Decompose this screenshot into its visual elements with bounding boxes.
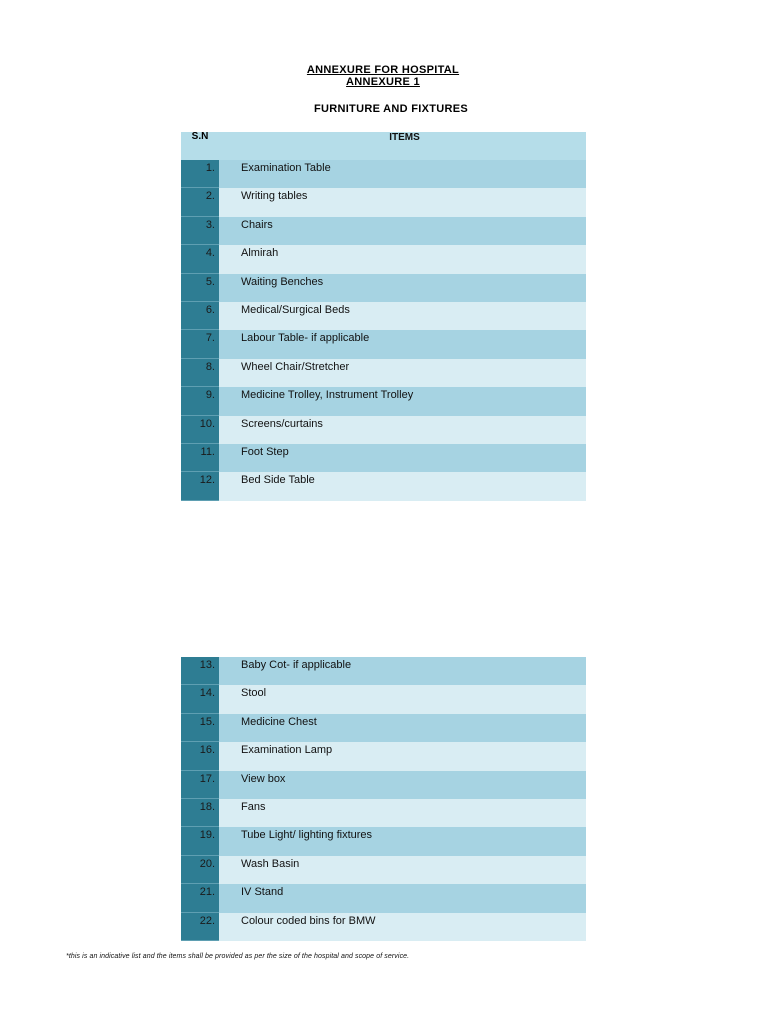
row-serial-number: 15. xyxy=(181,714,219,742)
row-serial-number: 3. xyxy=(181,217,219,245)
row-serial-number: 1. xyxy=(181,160,219,188)
table-row xyxy=(181,330,586,358)
table-row xyxy=(181,188,586,216)
row-item-name: Foot Step xyxy=(223,444,586,472)
row-item-name: Wheel Chair/Stretcher xyxy=(223,359,586,387)
table-row xyxy=(181,160,586,188)
row-item-name: IV Stand xyxy=(223,884,586,912)
row-serial-number: 20. xyxy=(181,856,219,884)
table-row xyxy=(181,472,586,500)
annexure-number: ANNEXURE 1 xyxy=(346,76,420,88)
row-serial-number: 7. xyxy=(181,330,219,358)
row-item-name: Stool xyxy=(223,685,586,713)
row-serial-number: 10. xyxy=(181,416,219,444)
row-serial-number: 19. xyxy=(181,827,219,855)
row-item-name: Bed Side Table xyxy=(223,472,586,500)
row-item-name: Medicine Chest xyxy=(223,714,586,742)
row-serial-number: 4. xyxy=(181,245,219,273)
table-row xyxy=(181,274,586,302)
table-row xyxy=(181,657,586,685)
document-title: ANNEXURE FOR HOSPITAL xyxy=(306,64,460,76)
row-item-name: Medical/Surgical Beds xyxy=(223,302,586,330)
table-row xyxy=(181,742,586,770)
row-serial-number: 5. xyxy=(181,274,219,302)
row-item-name: Medicine Trolley, Instrument Trolley xyxy=(223,387,586,415)
table-row xyxy=(181,387,586,415)
row-item-name: Almirah xyxy=(223,245,586,273)
table-row xyxy=(181,856,586,884)
section-title: FURNITURE AND FIXTURES xyxy=(313,103,469,115)
row-serial-number: 13. xyxy=(181,657,219,685)
table-row xyxy=(181,913,586,941)
row-serial-number: 8. xyxy=(181,359,219,387)
row-serial-number: 21. xyxy=(181,884,219,912)
row-item-name: Chairs xyxy=(223,217,586,245)
row-serial-number: 22. xyxy=(181,913,219,941)
table-row xyxy=(181,771,586,799)
table-row xyxy=(181,714,586,742)
row-serial-number: 17. xyxy=(181,771,219,799)
table-row xyxy=(181,685,586,713)
row-serial-number: 11. xyxy=(181,444,219,472)
row-item-name: Fans xyxy=(223,799,586,827)
row-item-name: Screens/curtains xyxy=(223,416,586,444)
row-serial-number: 6. xyxy=(181,302,219,330)
table-row xyxy=(181,884,586,912)
items-table-part-1 xyxy=(181,132,586,501)
row-serial-number: 9. xyxy=(181,387,219,415)
table-header-row xyxy=(181,132,586,160)
row-item-name: Writing tables xyxy=(223,188,586,216)
row-serial-number: 16. xyxy=(181,742,219,770)
row-item-name: Waiting Benches xyxy=(223,274,586,302)
header-sn: S.N xyxy=(181,132,219,160)
table-row xyxy=(181,799,586,827)
row-serial-number: 14. xyxy=(181,685,219,713)
row-serial-number: 12. xyxy=(181,472,219,500)
row-item-name: Examination Lamp xyxy=(223,742,586,770)
header-items: ITEMS xyxy=(223,132,586,160)
row-item-name: Examination Table xyxy=(223,160,586,188)
table-row xyxy=(181,359,586,387)
table-row xyxy=(181,245,586,273)
row-item-name: Wash Basin xyxy=(223,856,586,884)
row-item-name: Tube Light/ lighting fixtures xyxy=(223,827,586,855)
footnote: *this is an indicative list and the items shall be provided as per the size of the hospital and scope of service. xyxy=(66,953,410,960)
row-serial-number: 18. xyxy=(181,799,219,827)
row-item-name: Baby Cot- if applicable xyxy=(223,657,586,685)
row-item-name: Colour coded bins for BMW xyxy=(223,913,586,941)
row-item-name: View box xyxy=(223,771,586,799)
table-row xyxy=(181,827,586,855)
table-row xyxy=(181,444,586,472)
row-serial-number: 2. xyxy=(181,188,219,216)
table-row xyxy=(181,217,586,245)
table-row xyxy=(181,416,586,444)
items-table-part-2 xyxy=(181,657,586,941)
table-row xyxy=(181,302,586,330)
row-item-name: Labour Table- if applicable xyxy=(223,330,586,358)
